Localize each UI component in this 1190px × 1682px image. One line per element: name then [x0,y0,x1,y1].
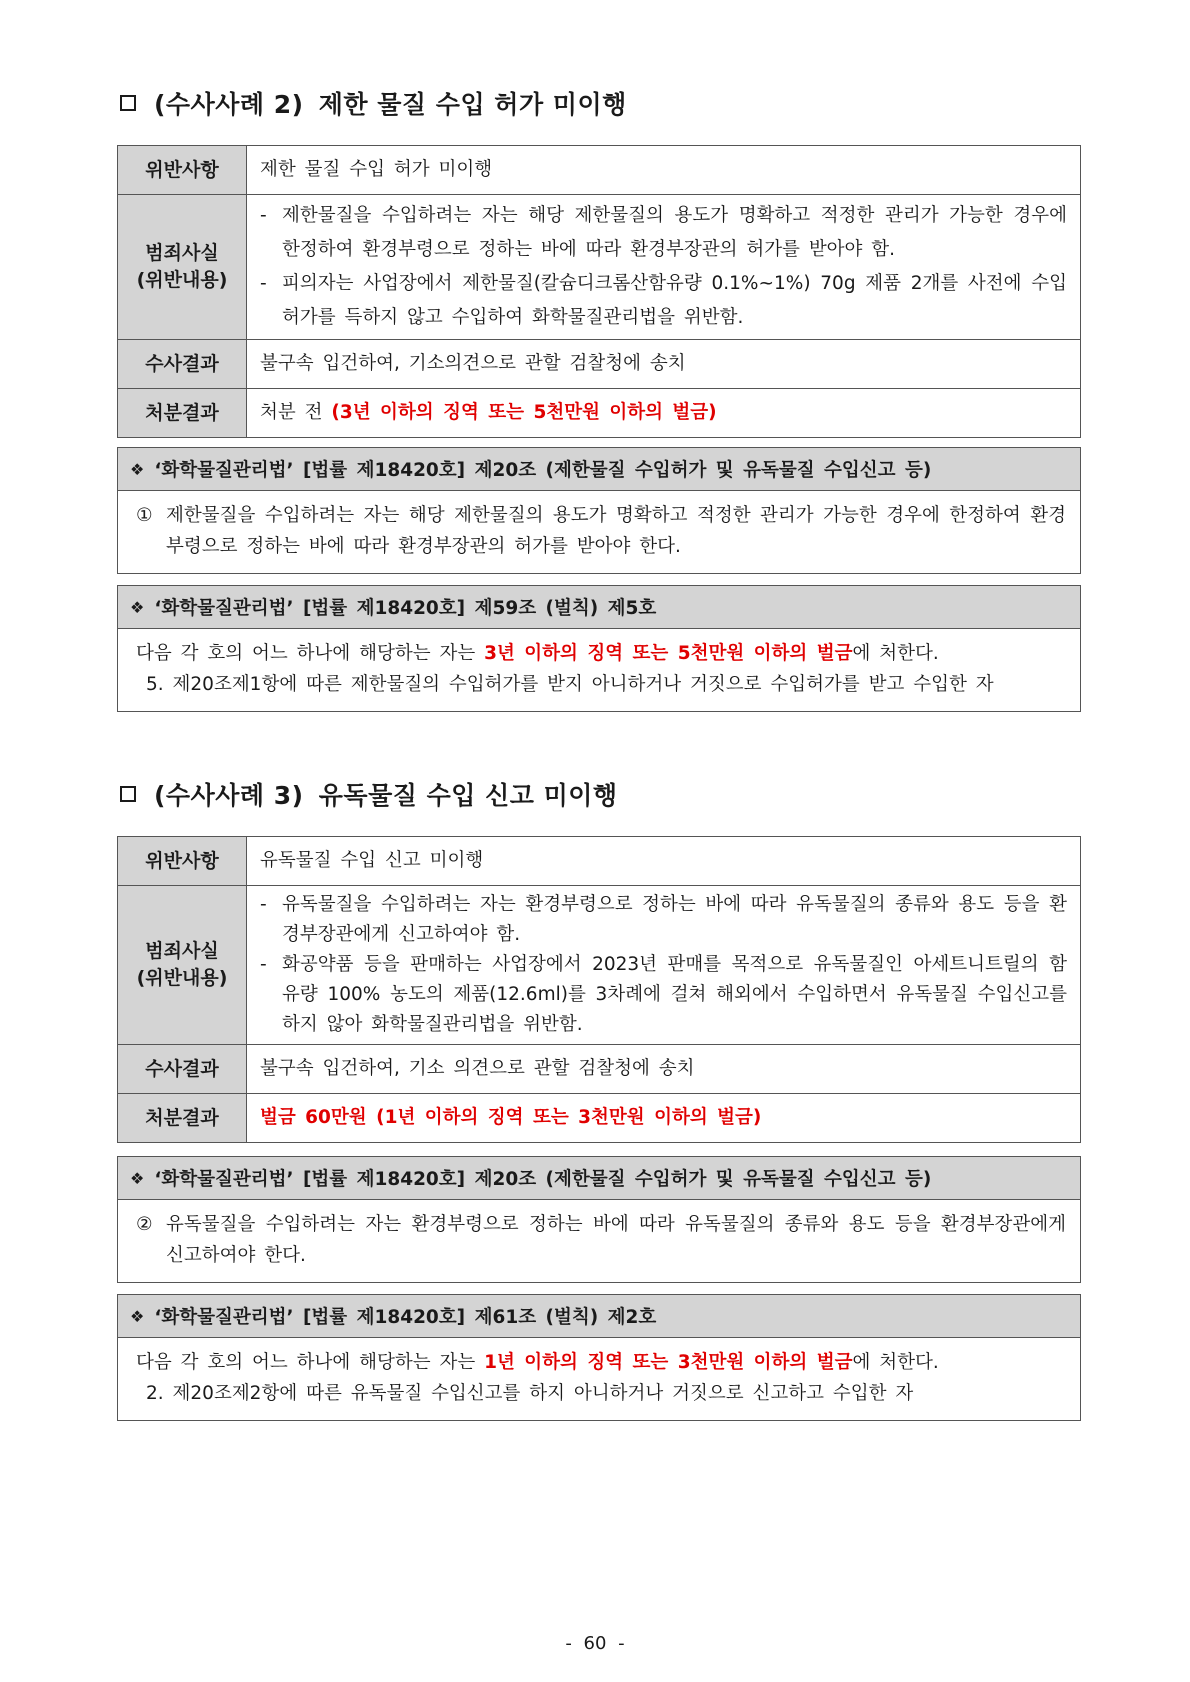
violation-label: 위반사항 [118,837,247,886]
violation-value: 유독물질 수입 신고 미이행 [247,837,1081,886]
case2-heading-title: 제한 물질 수입 허가 미이행 [318,90,627,119]
table-row [118,340,1081,389]
fact-text: 피의자는 사업장에서 제한물질(칼슘디크롬산함유량 0.1%~1%) 70g 제품 2개를 사전에 수입 허가를 득하지 않고 수입하여 화학물질관리법을 위반함. [282,273,1067,328]
case2-law-article-59-box [117,585,1081,712]
violation-label: 위반사항 [118,146,247,195]
case3-heading-title: 유독물질 수입 신고 미이행 [318,781,618,810]
diamond-bullet-icon: ❖ [130,1306,145,1326]
disposition-label: 처분결과 [118,1094,247,1143]
facts-value [247,195,1081,340]
fact-text: 유독물질을 수입하려는 자는 환경부령으로 정하는 바에 따라 유독물질의 종류와 용도 등을 환경부장관에게 신고하여야 함. [282,894,1067,945]
list-item [136,500,1066,563]
penalty-suffix: 에 처한다. [852,643,939,664]
violation-value: 제한 물질 수입 허가 미이행 [247,146,1081,195]
list-item: - 제한물질을 수입하려는 자는 해당 제한물질의 용도가 명확하고 적정한 관리가 가능한 경우에 한정하여 환경부령으로 정하는 바에 따라 환경부장관의 허가를 받아야 함. [260,199,1067,267]
disposition-value [247,389,1081,438]
case2-heading [120,85,1080,121]
case3-law-article-61-box [117,1294,1081,1421]
clause-text: 제한물질을 수입하려는 자는 해당 제한물질의 용도가 명확하고 적정한 관리가 가능한 경우에 한정하여 환경부령으로 정하는 바에 따라 환경부장관의 허가를 받아야 한다. [166,505,1066,558]
case3-heading [120,776,1080,812]
facts-label-line-2: (위반내용) [136,967,228,989]
law-box-header [118,1157,1080,1200]
table-row [118,146,1081,195]
penalty-line [136,638,1066,669]
fact-text: 제한물질을 수입하려는 자는 해당 제한물질의 용도가 명확하고 적정한 관리가 가능한 경우에 한정하여 환경부령으로 정하는 바에 따라 환경부장관의 허가를 받아야 함. [282,205,1067,260]
law-title: ‘화학물질관리법’ [법률 제18420호] 제61조 (벌칙) 제2호 [154,1307,657,1328]
law-box-body [118,1338,1080,1420]
list-item [136,1209,1066,1272]
table-row [118,195,1081,340]
clause-number: ② [136,1214,153,1235]
clause-number: ① [136,505,153,526]
penalty-prefix: 다음 각 호의 어느 하나에 해당하는 자는 [136,1352,476,1373]
disposition-penalty: (3년 이하의 징역 또는 5천만원 이하의 벌금) [331,401,717,423]
result-label: 수사결과 [118,340,247,389]
disposition-label: 처분결과 [118,389,247,438]
penalty-item: 2. 제20조제2항에 따른 유독물질 수입신고를 하지 아니하거나 거짓으로 신고하고 수입한 자 [146,1383,914,1405]
law-title: ‘화학물질관리법’ [법률 제18420호] 제20조 (제한물질 수입허가 및 유독물질 수입신고 등) [154,1169,932,1190]
disposition-penalty: 벌금 60만원 (1년 이하의 징역 또는 3천만원 이하의 벌금) [260,1106,762,1128]
list-item: - 유독물질을 수입하려는 자는 환경부령으로 정하는 바에 따라 유독물질의 종류와 용도 등을 환경부장관에게 신고하여야 함. [260,890,1067,950]
list-item: - 피의자는 사업장에서 제한물질(칼슘디크롬산함유량 0.1%~1%) 70g 제품 2개를 사전에 수입 허가를 득하지 않고 수입하여 화학물질관리법을 위반함. [260,267,1067,335]
law-box-body [118,491,1080,573]
table-row [118,1094,1081,1143]
case3-heading-label: (수사사례 3) [154,781,304,810]
table-row [118,837,1081,886]
diamond-bullet-icon: ❖ [130,597,145,617]
checkbox-square-icon [120,95,136,111]
page-number: - 60 - [565,1633,625,1654]
facts-label [118,886,247,1045]
diamond-bullet-icon: ❖ [130,1168,145,1188]
law-box-header [118,1295,1080,1338]
case2-summary-table [117,145,1081,438]
clause-text: 유독물질을 수입하려는 자는 환경부령으로 정하는 바에 따라 유독물질의 종류와 용도 등을 환경부장관에게 신고하여야 한다. [166,1214,1066,1267]
facts-label-line-2: (위반내용) [136,269,228,291]
diamond-bullet-icon: ❖ [130,459,145,479]
law-box-body [118,629,1080,711]
disposition-prefix: 처분 전 [260,401,323,423]
result-label: 수사결과 [118,1045,247,1094]
fact-text: 화공약품 등을 판매하는 사업장에서 2023년 판매를 목적으로 유독물질인 아세트니트릴의 함유량 100% 농도의 제품(12.6ml)를 3차례에 걸쳐 해외에서 수입하면서 유독물질 수입신고를 하지 않아 화학물질관리법을 위반함. [282,954,1067,1035]
penalty-item: 5. 제20조제1항에 따른 제한물질의 수입허가를 받지 아니하거나 거짓으로 수입허가를 받고 수입한 자 [146,674,994,696]
law-title: ‘화학물질관리법’ [법률 제18420호] 제59조 (벌칙) 제5호 [154,598,657,619]
penalty-highlight: 3년 이하의 징역 또는 5천만원 이하의 벌금 [484,643,853,664]
result-value: 불구속 입건하여, 기소 의견으로 관할 검찰청에 송치 [247,1045,1081,1094]
penalty-suffix: 에 처한다. [852,1352,939,1373]
facts-label-line-1: 범죄사실 [145,242,219,265]
case2-law-article-20-box [117,447,1081,574]
checkbox-square-icon [120,786,136,802]
facts-value [247,886,1081,1045]
penalty-line [136,1347,1066,1378]
facts-label [118,195,247,340]
table-row [118,1045,1081,1094]
case2-heading-label: (수사사례 2) [154,90,304,119]
law-box-header [118,448,1080,491]
penalty-prefix: 다음 각 호의 어느 하나에 해당하는 자는 [136,643,476,664]
penalty-highlight: 1년 이하의 징역 또는 3천만원 이하의 벌금 [484,1352,853,1373]
law-box-body [118,1200,1080,1282]
table-row [118,389,1081,438]
case3-summary-table [117,836,1081,1143]
disposition-value [247,1094,1081,1143]
law-box-header [118,586,1080,629]
case3-law-article-20-box [117,1156,1081,1283]
law-title: ‘화학물질관리법’ [법률 제18420호] 제20조 (제한물질 수입허가 및 유독물질 수입신고 등) [154,460,932,481]
facts-label-line-1: 범죄사실 [145,940,219,963]
list-item: - 화공약품 등을 판매하는 사업장에서 2023년 판매를 목적으로 유독물질인 아세트니트릴의 함유량 100% 농도의 제품(12.6ml)를 3차례에 걸쳐 해외에서 수입하면서 유독물질 수입신고를 하지 않아 화학물질관리법을 위반함. [260,950,1067,1040]
result-value: 불구속 입건하여, 기소의견으로 관할 검찰청에 송치 [247,340,1081,389]
table-row [118,886,1081,1045]
